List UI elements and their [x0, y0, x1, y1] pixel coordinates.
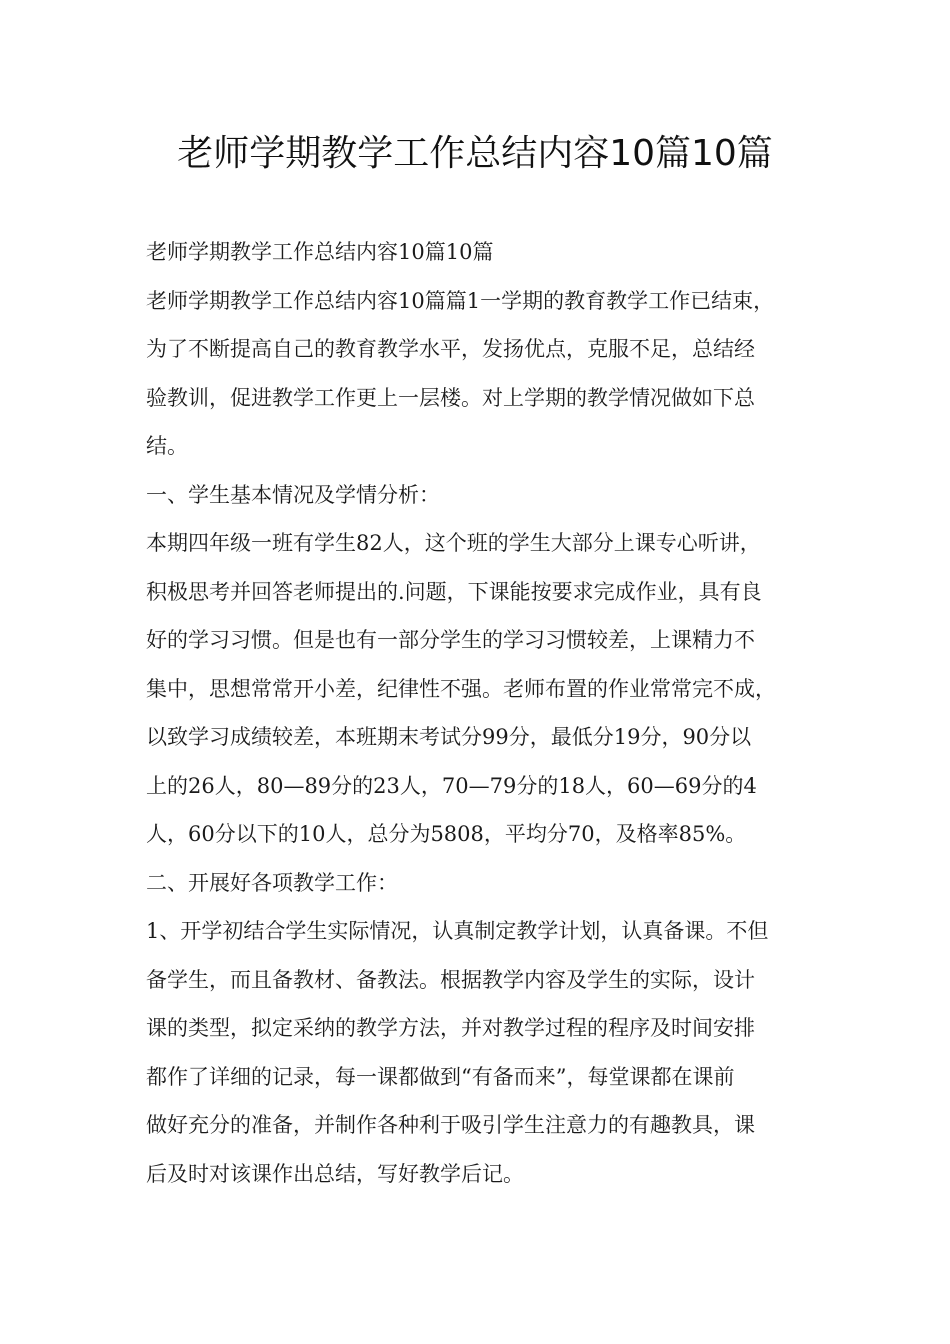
body-line: 做好充分的准备，并制作各种利于吸引学生注意力的有趣教具，课 [146, 1113, 755, 1137]
body-line: 1、开学初结合学生实际情况，认真制定教学计划，认真备课。不但 [146, 919, 769, 943]
body-line: 上的26人，80—89分的23人，70—79分的18人，60—69分的4 [146, 773, 757, 798]
body-line: 老师学期教学工作总结内容10篇10篇 [146, 240, 494, 264]
body-line: 课的类型，拟定采纳的教学方法，并对教学过程的程序及时间安排 [146, 1016, 755, 1040]
body-line: 验教训，促进教学工作更上一层楼。对上学期的教学情况做如下总 [146, 385, 755, 410]
body-line: 老师学期教学工作总结内容10篇篇1一学期的教育教学工作已结束， [146, 288, 775, 313]
body-line: 备学生，而且备教材、备教法。根据教学内容及学生的实际，设计 [146, 967, 755, 992]
body-line: 以致学习成绩较差，本班期末考试分99分，最低分19分，90分以 [146, 725, 752, 749]
document-body [146, 228, 830, 1198]
body-line: 集中，思想常常开小差，纪律性不强。老师布置的作业常常完不成， [146, 676, 776, 701]
body-line: 积极思考并回答老师提出的.问题，下课能按要求完成作业，具有良 [146, 579, 762, 604]
section-heading: 一、学生基本情况及学情分析： [146, 482, 440, 507]
body-line: 结。 [146, 434, 188, 458]
section-heading: 二、开展好各项教学工作： [146, 870, 398, 895]
body-line: 都作了详细的记录，每一课都做到“有备而来”，每堂课都在课前 [146, 1064, 735, 1089]
document-title: 老师学期教学工作总结内容10篇10篇 [177, 133, 773, 174]
body-line: 好的学习习惯。但是也有一部分学生的学习习惯较差，上课精力不 [146, 628, 755, 652]
body-line: 后及时对该课作出总结，写好教学后记。 [146, 1161, 524, 1186]
body-line: 本期四年级一班有学生82人，这个班的学生大部分上课专心听讲， [146, 531, 761, 555]
body-line: 人，60分以下的10人，总分为5808，平均分70，及格率85%。 [146, 822, 747, 846]
body-line: 为了不断提高自己的教育教学水平，发扬优点，克服不足，总结经 [146, 337, 755, 361]
